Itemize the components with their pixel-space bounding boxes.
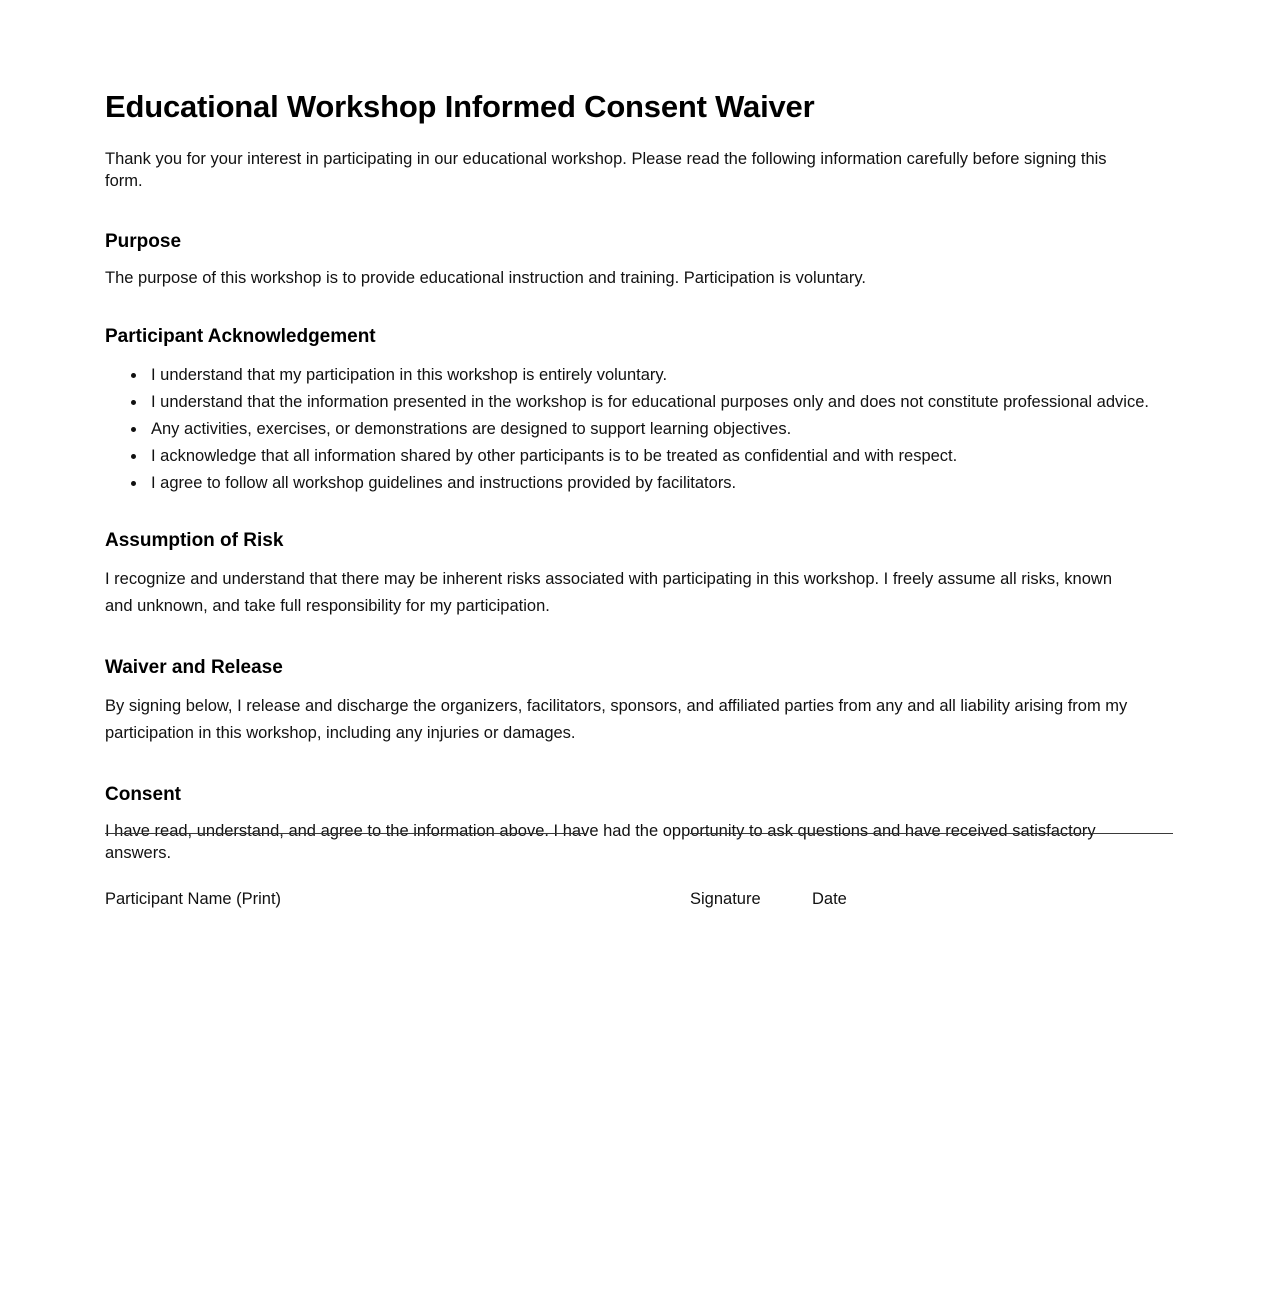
participant-name-label: Participant Name (Print) [105, 890, 282, 908]
signature-date-rule[interactable] [690, 833, 1173, 834]
acknowledgement-list [105, 362, 1173, 497]
spacer [105, 289, 1173, 325]
section-paragraph-purpose: The purpose of this workshop is to provide educational instruction and training. Participation is voluntary. [105, 269, 866, 287]
section-waiver-and-release [105, 656, 1173, 747]
list-item: • I agree to follow all workshop guidelines and instructions provided by facilitators. [147, 470, 1173, 497]
list-item: • I acknowledge that all information shared by other participants is to be treated as confidential and with respect. [147, 443, 1173, 470]
spacer [105, 620, 1173, 656]
list-item: • Any activities, exercises, or demonstrations are designed to support learning objectives. [147, 416, 1173, 443]
section-paragraph-waiver-and-release: By signing below, I release and discharge the organizers, facilitators, sponsors, and affiliated parties from any and all liability arising from my participation in this workshop, including any injuries or damages. [105, 697, 1128, 742]
intro-paragraph: Thank you for your interest in participating in our educational workshop. Please read the following information carefully before signing this form. [105, 150, 1107, 190]
section-assumption-of-risk [105, 529, 1173, 620]
signature-rules [105, 833, 1173, 835]
section-heading-purpose: Purpose [105, 231, 182, 252]
section-paragraph-assumption-of-risk: I recognize and understand that there may be inherent risks associated with participating in this workshop. I freely assume all risks, known and unknown, and take full responsibility for my participation. [105, 570, 1112, 615]
section-heading-participant-acknowledgement: Participant Acknowledgement [105, 326, 376, 347]
section-heading-waiver-and-release: Waiver and Release [105, 657, 283, 678]
signature-block [105, 833, 1173, 912]
section-participant-acknowledgement [105, 325, 1173, 497]
page-title: Educational Workshop Informed Consent Waiver [105, 89, 815, 124]
date-label: Date [812, 890, 847, 908]
signature-labels [105, 888, 1173, 912]
section-paragraph-consent: I have read, understand, and agree to the information above. I have had the opportunity to ask questions and have received satisfactory answers. [105, 822, 1096, 862]
signature-label: Signature [690, 890, 761, 908]
section-heading-consent: Consent [105, 784, 181, 805]
list-item: • I understand that my participation in this workshop is entirely voluntary. [147, 362, 1173, 389]
section-purpose [105, 230, 1173, 289]
spacer [105, 747, 1173, 783]
spacer [105, 497, 1173, 529]
participant-name-rule[interactable] [105, 833, 587, 834]
section-heading-assumption-of-risk: Assumption of Risk [105, 530, 284, 551]
list-item: • I understand that the information presented in the workshop is for educational purposes only and does not constitute professional advice. [147, 389, 1173, 416]
